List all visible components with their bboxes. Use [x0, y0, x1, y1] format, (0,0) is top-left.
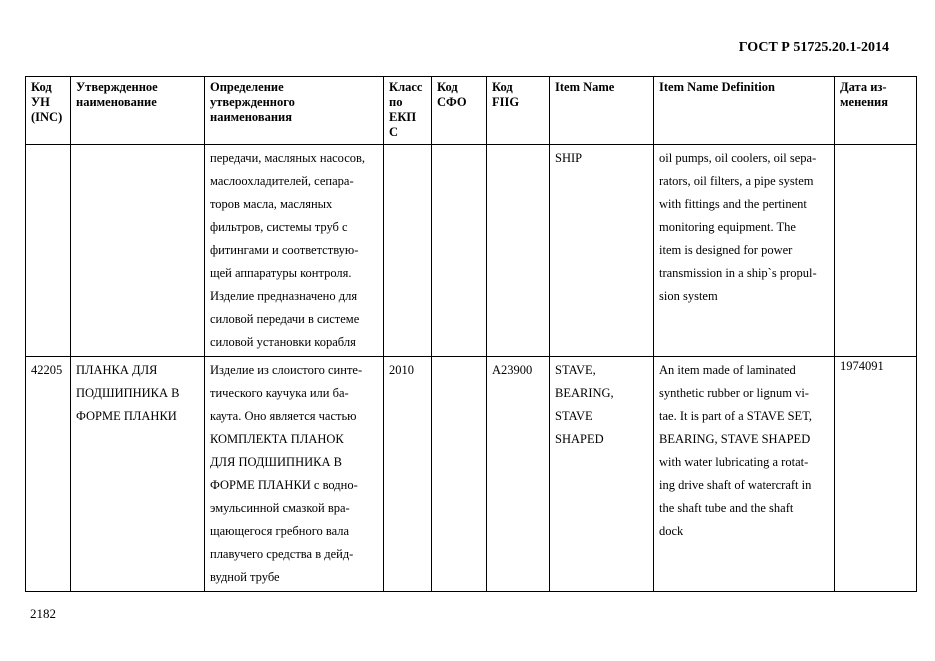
- cell-fiig: [487, 145, 550, 357]
- document-code: ГОСТ Р 51725.20.1-2014: [738, 40, 889, 55]
- cell-item-definition: An item made of laminated synthetic rubber or lignum vi- tae. It is part of a STAVE SET, BEARING, STAVE SHAPED with water lubricating a rotat- ing drive shaft of watercraft in the shaft tube and the shaft dock: [654, 357, 835, 592]
- header-date: Дата из- менения: [835, 77, 917, 145]
- table-row: [26, 357, 917, 592]
- page-number: 2182: [30, 606, 56, 621]
- header-class: Класс по ЕКП С: [384, 77, 432, 145]
- header-fiig: Код FIIG: [487, 77, 550, 145]
- cell-inc: 42205: [26, 357, 71, 592]
- header-item-definition: Item Name Definition: [654, 77, 835, 145]
- cell-definition: передачи, масляных насосов, маслоохладителей, сепара- торов масла, масляных фильтров, системы труб с фитингами и соответствую- щей аппаратуры контроля. Изделие предназначено для силовой передачи в системе силовой установки корабля: [205, 145, 384, 357]
- cell-fiig: A23900: [487, 357, 550, 592]
- header-row: [26, 77, 917, 145]
- cell-date: 1974091: [835, 357, 917, 592]
- cell-item-name: STAVE, BEARING, STAVE SHAPED: [550, 357, 654, 592]
- cell-item-definition: oil pumps, oil coolers, oil sepa- rators, oil filters, a pipe system with fittings and the pertinent monitoring equipment. The item is designed for power transmission in a ship`s propul- sion system: [654, 145, 835, 357]
- cell-item-name: SHIP: [550, 145, 654, 357]
- cell-date: [835, 145, 917, 357]
- table-row: [26, 145, 917, 357]
- header-item-name: Item Name: [550, 77, 654, 145]
- cell-class: 2010: [384, 357, 432, 592]
- cell-approved-name: [71, 145, 205, 357]
- header-inc: Код УН (INC): [26, 77, 71, 145]
- cell-approved-name: ПЛАНКА ДЛЯ ПОДШИПНИКА В ФОРМЕ ПЛАНКИ: [71, 357, 205, 592]
- header-approved-name: Утвержденное наименование: [71, 77, 205, 145]
- cell-definition: Изделие из слоистого синте- тического каучука или ба- каута. Оно является частью КОМПЛЕКТА ПЛАНОК ДЛЯ ПОДШИПНИКА В ФОРМЕ ПЛАНКИ с водно- эмульсинной смазкой вра- щающегося гребного вала плавучего средства в дейд- вудной трубе: [205, 357, 384, 592]
- header-definition: Определение утвержденного наименования: [205, 77, 384, 145]
- catalog-table: [25, 76, 917, 592]
- cell-inc: [26, 145, 71, 357]
- header-sfo: Код СФО: [432, 77, 487, 145]
- cell-sfo: [432, 357, 487, 592]
- cell-sfo: [432, 145, 487, 357]
- cell-class: [384, 145, 432, 357]
